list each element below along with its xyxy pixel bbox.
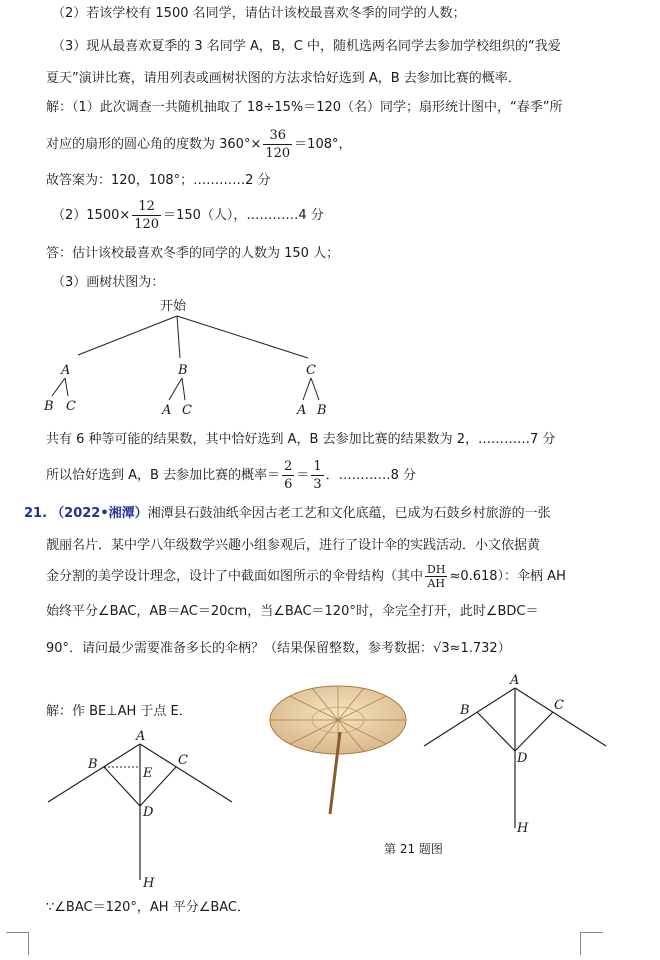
- tree-diagram: [30, 292, 350, 422]
- fraction-numerator: 36: [263, 127, 292, 145]
- solution-3-label: （3）画树状图为：: [52, 275, 165, 290]
- geometry-figure-left: [40, 722, 270, 894]
- answer-2: 答：估计该校最喜欢冬季的同学的人数为 150 人；: [46, 246, 340, 261]
- tree-leaf: C: [182, 403, 192, 418]
- page-corner-mark: [6, 932, 29, 955]
- solution-1-line2-pre: 对应的扇形的圆心角的度数为 360°×: [46, 137, 262, 152]
- fraction-denominator: 120: [134, 217, 160, 232]
- label-b: B: [460, 703, 470, 718]
- tree-branch-a: A: [61, 363, 71, 378]
- tree-leaf: A: [162, 403, 172, 418]
- fraction-dh-ah: [425, 563, 447, 590]
- tree-branch-b: B: [178, 363, 188, 378]
- outcomes-line: 共有 6 种等可能的结果数，其中恰好选到 A，B 去参加比赛的结果数为 2，…………7 分: [46, 432, 556, 447]
- rib-ab: [48, 744, 140, 802]
- strut-bd: [104, 767, 140, 806]
- q3-prompt-line2: 夏天”演讲比赛，请用列表或画树状图的方法求恰好选到 A，B 去参加比赛的概率．: [46, 71, 521, 86]
- fraction-numerator: DH: [427, 563, 446, 576]
- question-21-line5: 90°．请问最少需要准备多长的伞柄？（结果保留整数，参考数据：√3≈1.732）: [46, 641, 511, 656]
- solution-2-post: ＝150（人），…………4 分: [163, 208, 324, 223]
- question-source: （2022•湘潭）: [51, 506, 148, 521]
- probability-pre: 所以恰好选到 A，B 去参加比赛的概率＝: [46, 468, 281, 483]
- tree-branch-c: C: [306, 363, 316, 378]
- label-b: B: [88, 757, 98, 772]
- tree-edge: [177, 316, 180, 358]
- label-c: C: [554, 698, 564, 713]
- fraction-numerator: 1: [313, 459, 322, 474]
- fraction-numerator: 2: [284, 459, 293, 474]
- solution-1-line2: [46, 125, 352, 165]
- question-21-line3-post: ≈0.618）：伞柄 AH: [449, 569, 566, 584]
- question-21-line3-pre: 金分割的美学设计理念，设计了中截面如图所示的伞骨结构（其中: [46, 569, 424, 584]
- label-h: H: [517, 821, 529, 836]
- umbrella-image: [268, 680, 414, 820]
- tree-edge: [177, 316, 308, 358]
- fraction-denominator: AH: [427, 577, 445, 590]
- question-number: 21.: [24, 506, 48, 521]
- tree-leaf: C: [66, 399, 76, 414]
- question-21-line1: [24, 505, 551, 523]
- question-21-line2: 靓丽名片．某中学八年级数学兴趣小组参观后，进行了设计伞的实践活动．小文依据黄: [46, 538, 541, 553]
- fraction-denominator: 3: [313, 477, 322, 492]
- solution-2: [52, 196, 324, 236]
- probability-line: [46, 456, 416, 496]
- label-d: D: [517, 751, 528, 766]
- fraction-1-3: [311, 458, 323, 493]
- tree-root: 开始: [160, 299, 187, 314]
- label-c: C: [178, 753, 188, 768]
- strut-cd: [515, 712, 553, 751]
- q2-prompt: （2）若该学校有 1500 名同学，请估计该校最喜欢冬季的同学的人数；: [52, 6, 466, 21]
- solution-21: 解：作 BE⊥AH 于点 E．: [46, 704, 192, 719]
- figure-caption: 第 21 题图: [384, 842, 443, 856]
- answer-1: 故答案为：120，108°；…………2 分: [46, 173, 271, 188]
- page-corner-mark: [580, 932, 603, 955]
- tree-edge: [65, 378, 68, 396]
- solution-2-pre: （2）1500×: [52, 208, 131, 223]
- tree-edge: [182, 378, 185, 400]
- probability-post: ．…………8 分: [325, 468, 417, 483]
- label-h: H: [143, 876, 155, 891]
- fraction-denominator: 6: [284, 477, 293, 492]
- fraction-denominator: 120: [265, 146, 291, 161]
- tree-edge: [52, 378, 65, 396]
- strut-bd: [477, 712, 515, 751]
- geometry-figure-right: [420, 670, 610, 840]
- label-e: E: [143, 766, 153, 781]
- tree-edge: [169, 378, 182, 400]
- tree-leaf: B: [317, 403, 327, 418]
- tree-edge: [78, 316, 177, 355]
- fraction-36-120: [263, 127, 292, 162]
- tree-leaf: A: [297, 403, 307, 418]
- label-a: A: [136, 729, 146, 744]
- question-21-line3: [46, 560, 566, 594]
- fraction-numerator: 12: [132, 198, 161, 216]
- q3-prompt-line1: （3）现从最喜欢夏季的 3 名同学 A，B，C 中，随机选两名同学去参加学校组织的“我爱: [52, 39, 561, 54]
- solution-1-line2-post: ＝108°，: [294, 137, 352, 152]
- tree-edge: [311, 378, 319, 400]
- question-21-text1: 湘潭县石鼓油纸伞因古老工艺和文化底蕴，已成为石鼓乡村旅游的一张: [147, 506, 551, 521]
- tree-leaf: B: [44, 399, 54, 414]
- because-line: ∵∠BAC＝120°，AH 平分∠BAC．: [46, 900, 251, 915]
- label-a: A: [510, 673, 520, 688]
- fraction-2-6: [282, 458, 294, 493]
- question-21-line4: 始终平分∠BAC，AB＝AC＝20cm，当∠BAC＝120°时，伞完全打开，此时∠BDC＝: [46, 604, 539, 619]
- tree-edge: [303, 378, 311, 400]
- solution-1-line1: 解：（1）此次调查一共随机抽取了 18÷15%＝120（名）同学；扇形统计图中，“春季”所: [46, 100, 563, 115]
- label-d: D: [143, 805, 154, 820]
- fraction-12-120: [132, 198, 161, 233]
- probability-eq: ＝: [296, 468, 310, 483]
